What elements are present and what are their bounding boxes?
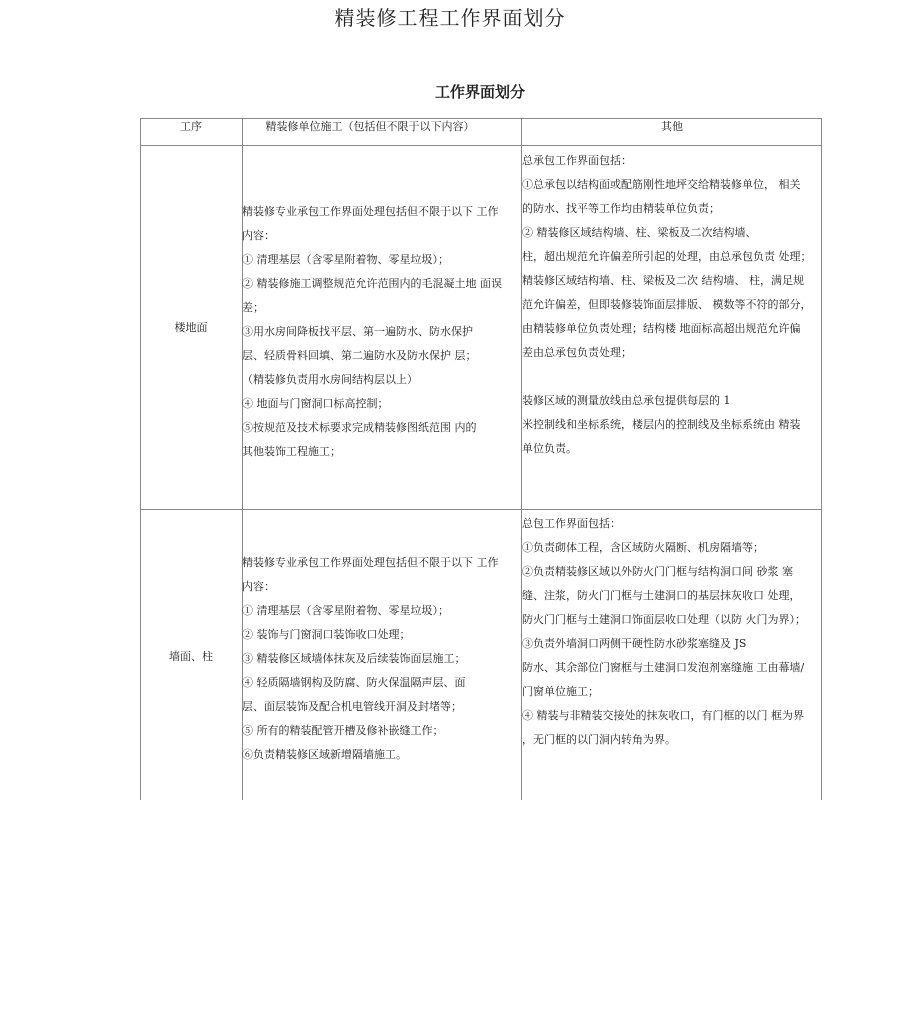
text-line: 差； [242,301,264,314]
text-line: 层、轻质骨料回填、第二遍防水及防水保护 层； [242,349,477,362]
text-line: ④ 轻质隔墙钢构及防腐、防火保温隔声层、面 [242,676,466,689]
text-line: 总包工作界面包括： [522,517,621,530]
row-floor-other [522,149,822,461]
text-line: 门窗单位施工； [522,685,599,698]
text-line: 由精装修单位负责处理；结构楼 地面标高超出规范允许偏 [522,322,801,335]
row-label-wall-column: 墙面、柱 [169,650,213,663]
text-line: ③用水房间降板找平层、第一遍防水、防水保护 [242,325,473,338]
text-line: 范允许偏差，但即装修装饰面层排版、 模数等不符的部分， [522,298,812,311]
header-divider [140,145,822,146]
text-line: 精装修区域结构墙、柱、梁板及二次 结构墙、 柱，满足规 [522,274,804,287]
text-line: 内容： [242,580,275,593]
text-line: 防水、其余部位门窗框与土建洞口发泡剂塞缝施 工由幕墙/ [522,661,805,674]
header-other: 其他 [661,120,683,133]
text-line: ④ 地面与门窗洞口标高控制； [242,397,389,410]
text-line: ⑤按规范及技术标要求完成精装修图纸范围 内的 [242,421,477,434]
text-line: 防火门门框与土建洞口饰面层收口处理（以防 火门为界）； [522,613,806,626]
text-line: ③ 精装修区域墙体抹灰及后续装饰面层施工； [242,652,466,665]
text-line: ② 精装修施工调整规范允许范围内的毛混凝土地 面误 [242,277,502,290]
header-contractor-scope: 精装修单位施工（包括但不限于以下内容） [265,120,475,133]
work-interface-table [140,118,822,800]
text-line: ，无门框的以门洞内转角为界。 [522,733,676,746]
text-line: （精装修负责用水房间结构层以上） [242,373,418,386]
text-line: 米控制线和坐标系统，楼层内的控制线及坐标系统由 精装 [522,418,801,431]
text-line: 柱，超出规范允许偏差所引起的处理，由总承包负责 处理； [522,250,812,263]
text-line: ② 精装修区域结构墙、柱、梁板及二次结构墙、 [522,226,757,239]
text-line: ③负责外墙洞口两侧干硬性防水砂浆塞缝及 JS [522,637,747,650]
row-divider [140,509,822,510]
text-line: ⑥负责精装修区域新增隔墙施工。 [242,748,407,761]
text-line: 其他装饰工程施工； [242,445,341,458]
text-line: ② 装饰与门窗洞口装饰收口处理； [242,628,411,641]
text-line: ①总承包以结构面或配筋刚性地坪交给精装修单位， 相关 [522,178,801,191]
text-line: 精装修专业承包工作界面处理包括但不限于以下 工作 [242,556,499,569]
text-line: 内容： [242,229,275,242]
text-line: 差由总承包负责处理； [522,346,632,359]
text-line: ⑤ 所有的精装配管开槽及修补嵌缝工作； [242,724,444,737]
text-line: 层、面层装饰及配合机电管线开洞及封堵等； [242,700,462,713]
text-line: 单位负责。 [522,442,577,455]
text-line: 精装修专业承包工作界面处理包括但不限于以下 工作 [242,205,499,218]
text-line: ① 清理基层（含零星附着物、零星垃圾）； [242,604,449,617]
row-floor-contractor-scope [242,200,520,464]
text-line: 总承包工作界面包括： [522,154,632,167]
text-line: ④ 精装与非精装交接处的抹灰收口，有门框的以门 框为界 [522,709,804,722]
row-wall-contractor-scope [242,551,520,767]
row-wall-other [522,512,822,752]
row-label-floor: 楼地面 [174,321,208,334]
table-border-left [140,118,141,800]
table-title: 工作界面划分 [434,83,525,101]
text-line: 装修区域的测量放线由总承包提供每层的 1 [522,394,731,407]
text-line [522,365,822,389]
text-line: ②负责精装修区域以外防火门门框与结构洞口间 砂浆 塞 [522,565,793,578]
text-line: ① 清理基层（含零星附着物、零星垃圾）； [242,253,449,266]
text-line: 缝、注浆，防火门门框与土建洞口的基层抹灰收口 处理， [522,589,801,602]
text-line: 的防水、找平等工作均由精装单位负责； [522,202,720,215]
text-line: ①负责砌体工程，含区域防火隔断、机房隔墙等； [522,541,764,554]
document-title: 精装修工程工作界面划分 [334,6,566,30]
header-process: 工序 [180,120,202,133]
